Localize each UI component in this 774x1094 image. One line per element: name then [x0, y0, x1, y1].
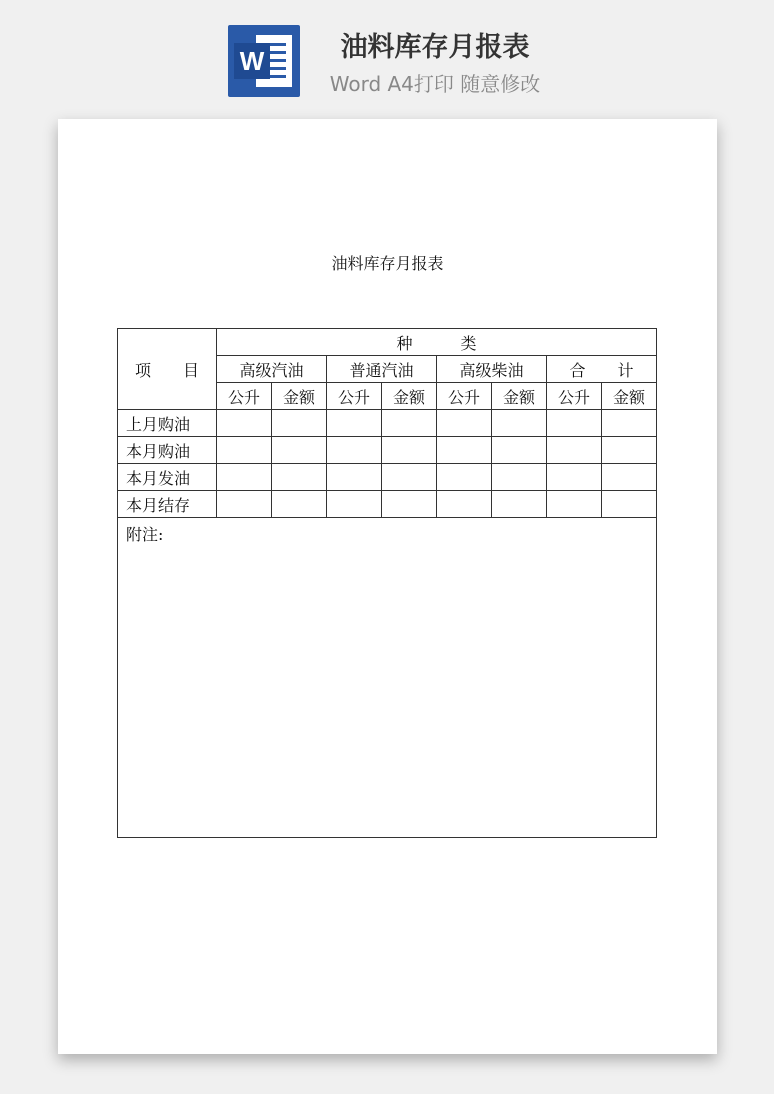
- sub-header: 金额: [602, 383, 657, 410]
- banner-title: 油料库存月报表: [340, 32, 530, 63]
- group-header: 高级汽油: [217, 356, 327, 383]
- table-cell[interactable]: [602, 437, 657, 464]
- sub-header: 公升: [327, 383, 382, 410]
- table-cell[interactable]: [217, 410, 272, 437]
- table-cell[interactable]: [217, 464, 272, 491]
- table-cell[interactable]: [492, 410, 547, 437]
- group-header: 普通汽油: [327, 356, 437, 383]
- table-cell[interactable]: [327, 491, 382, 518]
- sub-header: 公升: [547, 383, 602, 410]
- table-cell[interactable]: [547, 491, 602, 518]
- table-cell[interactable]: [217, 437, 272, 464]
- table-cell[interactable]: [272, 437, 327, 464]
- table-cell[interactable]: [602, 410, 657, 437]
- category-header: 种 类: [217, 329, 657, 356]
- item-header: 项 目: [118, 329, 217, 410]
- table-row: [118, 464, 657, 491]
- banner-subtitle: Word A4打印 随意修改: [329, 72, 541, 96]
- table-row: [118, 518, 657, 838]
- table-cell[interactable]: [327, 464, 382, 491]
- table-row: [118, 491, 657, 518]
- row-label: 本月发油: [118, 464, 217, 491]
- table-cell[interactable]: [272, 491, 327, 518]
- table-cell[interactable]: [272, 464, 327, 491]
- word-letter: W: [234, 43, 270, 79]
- table-cell[interactable]: [382, 491, 437, 518]
- document-page: [58, 119, 717, 1054]
- row-label: 本月结存: [118, 491, 217, 518]
- table-cell[interactable]: [492, 491, 547, 518]
- group-header: 合 计: [547, 356, 657, 383]
- sub-header: 金额: [382, 383, 437, 410]
- table-cell[interactable]: [217, 491, 272, 518]
- table-cell[interactable]: [602, 491, 657, 518]
- table-cell[interactable]: [272, 410, 327, 437]
- group-header: 高级柴油: [437, 356, 547, 383]
- inventory-table: [117, 328, 657, 838]
- table-cell[interactable]: [547, 437, 602, 464]
- table-cell[interactable]: [327, 437, 382, 464]
- table-cell[interactable]: [437, 464, 492, 491]
- document-title: 油料库存月报表: [331, 254, 444, 273]
- table-cell[interactable]: [327, 410, 382, 437]
- row-label: 本月购油: [118, 437, 217, 464]
- word-icon: [228, 25, 300, 97]
- notes-cell[interactable]: [118, 518, 657, 838]
- table-cell[interactable]: [382, 410, 437, 437]
- table-row: [118, 329, 657, 356]
- row-label: 上月购油: [118, 410, 217, 437]
- table-cell[interactable]: [602, 464, 657, 491]
- table-cell[interactable]: [492, 437, 547, 464]
- sub-header: 公升: [217, 383, 272, 410]
- sub-header: 金额: [492, 383, 547, 410]
- table-cell[interactable]: [547, 410, 602, 437]
- table-cell[interactable]: [437, 410, 492, 437]
- sub-header: 公升: [437, 383, 492, 410]
- table-row: [118, 437, 657, 464]
- banner: [0, 0, 774, 115]
- table-cell[interactable]: [382, 464, 437, 491]
- table-row: [118, 410, 657, 437]
- table-cell[interactable]: [382, 437, 437, 464]
- table-cell[interactable]: [547, 464, 602, 491]
- table-cell[interactable]: [492, 464, 547, 491]
- notes-label: 附注:: [126, 525, 164, 544]
- table-cell[interactable]: [437, 491, 492, 518]
- sub-header: 金额: [272, 383, 327, 410]
- table-cell[interactable]: [437, 437, 492, 464]
